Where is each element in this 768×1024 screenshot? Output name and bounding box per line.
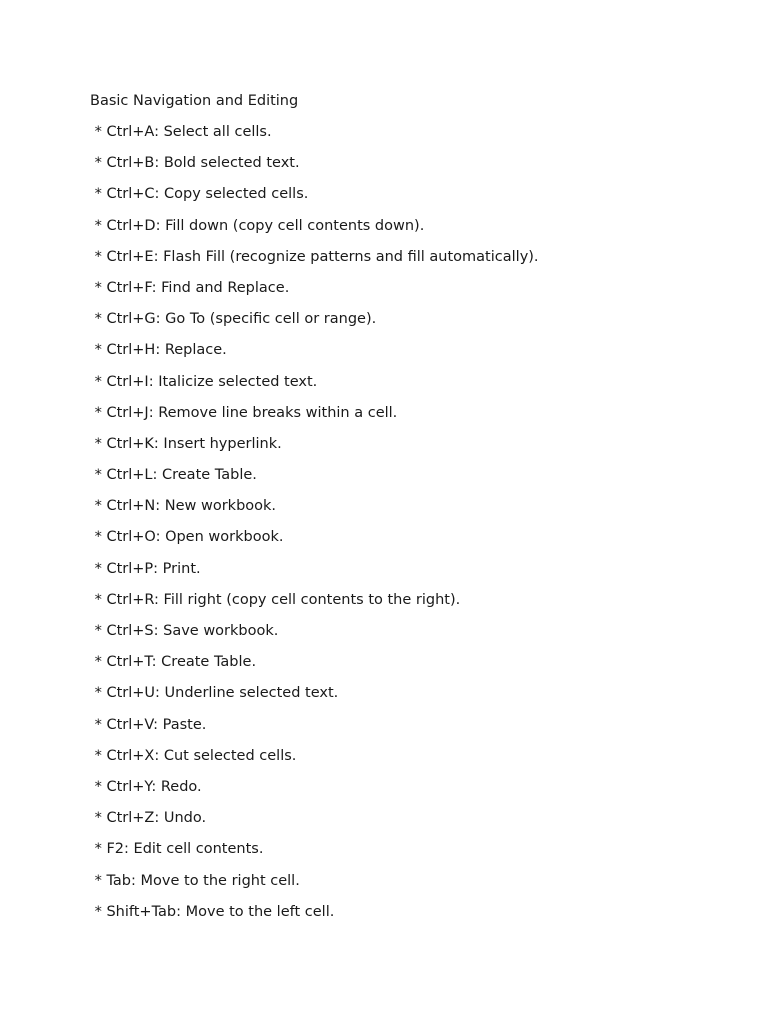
shortcut-item: * Ctrl+S: Save workbook. — [90, 623, 279, 639]
shortcut-item: * Ctrl+P: Print. — [90, 560, 201, 577]
document-page — [90, 91, 730, 933]
shortcut-item: * Ctrl+B: Bold selected text. — [90, 155, 300, 172]
shortcut-item: * Ctrl+C: Copy selected cells. — [90, 186, 309, 203]
shortcut-item: * Ctrl+F: Find and Replace. — [90, 279, 290, 296]
shortcut-item: * Ctrl+L: Create Table. — [90, 467, 257, 484]
shortcut-item: * Ctrl+N: New workbook. — [90, 498, 277, 515]
shortcut-item: * Ctrl+X: Cut selected cells. — [90, 747, 297, 764]
shortcut-item: * Ctrl+H: Replace. — [90, 342, 227, 359]
shortcut-item: * Ctrl+K: Insert hyperlink. — [90, 435, 282, 452]
shortcut-item: * Ctrl+T: Create Table. — [90, 654, 257, 671]
shortcut-item: * Ctrl+G: Go To (specific cell or range). — [90, 311, 377, 328]
shortcut-item: * Ctrl+O: Open workbook. — [90, 529, 284, 546]
shortcut-item: * Tab: Move to the right cell. — [90, 872, 300, 889]
shortcut-item: * Ctrl+Y: Redo. — [90, 778, 202, 795]
shortcut-item: * Ctrl+J: Remove line breaks within a cell. — [90, 404, 398, 421]
shortcut-item: * Ctrl+R: Fill right (copy cell contents to the right). — [90, 591, 461, 608]
shortcut-item: * Ctrl+I: Italicize selected text. — [90, 373, 318, 390]
shortcut-item: * Ctrl+D: Fill down (copy cell contents down). — [90, 217, 425, 234]
shortcut-item: * Ctrl+E: Flash Fill (recognize patterns and fill automatically). — [90, 248, 539, 265]
shortcut-list — [90, 122, 730, 923]
shortcut-item: * Ctrl+U: Underline selected text. — [90, 685, 339, 702]
shortcut-item: * F2: Edit cell contents. — [90, 841, 264, 858]
shortcut-item: * Ctrl+V: Paste. — [90, 716, 207, 733]
section-heading: Basic Navigation and Editing — [90, 93, 299, 109]
shortcut-item: * Shift+Tab: Move to the left cell. — [90, 903, 335, 920]
shortcut-item: * Ctrl+Z: Undo. — [90, 810, 207, 827]
shortcut-item: * Ctrl+A: Select all cells. — [90, 124, 272, 140]
